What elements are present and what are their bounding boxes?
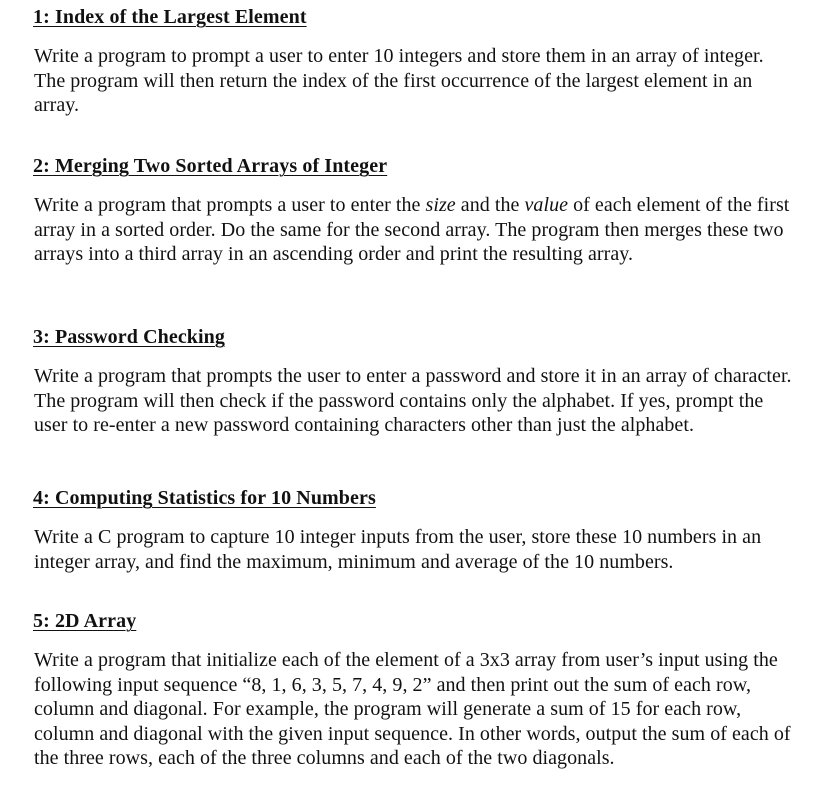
section-5 (33, 609, 793, 771)
section-body: Write a program that initialize each of the element of a 3x3 array from user’s input using the following input sequence “8, 1, 6, 3, 5, 7, 4, 9, 2” and then print out the sum of each row, column and diagonal. For example, the program will generate a sum of 15 for each row, column and diagonal with the given input sequence. In other words, output the sum of each of the three rows, each of the three columns and each of the two diagonals. (34, 649, 791, 770)
body-emphasis: value (524, 194, 569, 216)
section-body: Write a program to prompt a user to enter 10 integers and store them in an array of integer. The program will then return the index of the first occurrence of the largest element in an array. (34, 45, 764, 117)
section-heading: 2: Merging Two Sorted Arrays of Integer (33, 155, 388, 177)
section-heading: 1: Index of the Largest Element (33, 6, 307, 28)
section-body: Write a C program to capture 10 integer inputs from the user, store these 10 numbers in an integer array, and find the maximum, minimum and average of the 10 numbers. (34, 526, 762, 573)
section-2 (33, 154, 793, 267)
body-text: of each element of the first array in a sorted order. Do the same for the second array. The program then merges these two arrays into a third array in an ascending order and print the resulting array. (34, 194, 790, 266)
body-emphasis: size (425, 194, 456, 216)
section-body: Write a program that prompts the user to enter a password and store it in an array of character. The program will then check if the password contains only the alphabet. If yes, prompt the user to re-enter a new password containing characters other than just the alphabet. (34, 365, 792, 437)
section-4 (33, 486, 793, 574)
section-3 (33, 325, 793, 438)
section-heading: 4: Computing Statistics for 10 Numbers (33, 487, 376, 509)
body-text: Write a program that prompts a user to enter the (34, 194, 426, 216)
body-text: and the (455, 194, 525, 216)
section-body (33, 193, 793, 267)
section-1 (33, 5, 793, 118)
section-heading: 5: 2D Array (33, 610, 137, 632)
section-heading: 3: Password Checking (33, 326, 226, 348)
